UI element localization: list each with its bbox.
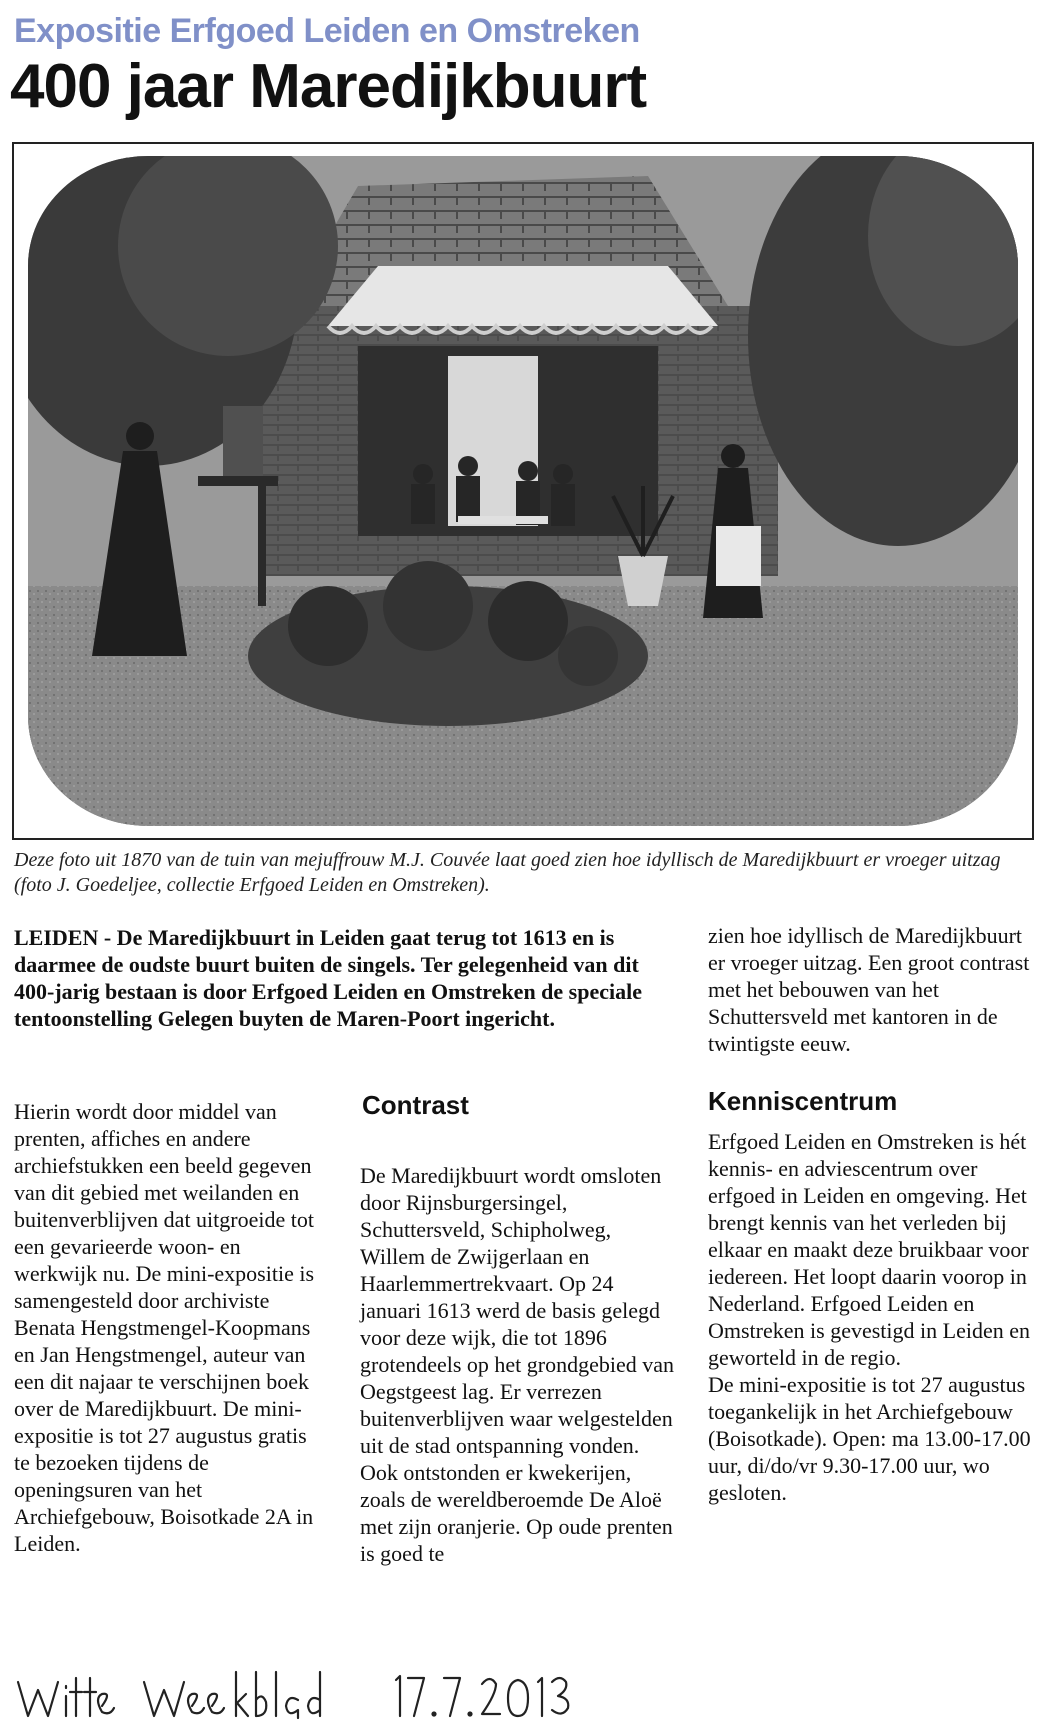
- column-1-text: Hierin wordt door middel van prenten, affiches en andere archiefstukken een beeld gegeven van dit gebied met weilanden en buitenverblijven dat uitgroeide tot een gevarieerde woon- en werkwijk nu. De mini-expositie is samengesteld door archiviste Benata Hengstmengel-Koopmans en Jan Hengstmengel, auteur van een dit najaar te verschijnen boek over de Maredijkbuurt. De mini-expositie is tot 27 augustus gratis te bezoeken tijdens de openingsuren van het Archiefgebouw, Boisotkade 2A in Leiden.: [14, 1099, 315, 1556]
- photo-caption: Deze foto uit 1870 van de tuin van mejuffrouw M.J. Couvée laat goed zien hoe idyllisch de Maredijkbuurt er vroeger uitzag (foto J. Goedeljee, collectie Erfgoed Leiden en Omstreken).: [14, 849, 1001, 896]
- column-2-text: De Maredijkbuurt wordt omsloten door Rijnsburgersingel, Schuttersveld, Schipholweg, Willem de Zwijgerlaan en Haarlemmertrekvaart. Op 24 januari 1613 werd de basis gelegd voor deze wijk, die tot 1896 grotendeels op het grondgebied van Oegstgeest lag. Er verrezen buitenverblijven waar welgestelden uit de stad ontspanning vonden. Ook ontstonden er kwekerijen, zoals de wereldberoemde De Aloë met zijn oranjerie. Op oude prenten is goed te: [360, 1163, 675, 1566]
- kicker: Expositie Erfgoed Leiden en Omstreken: [14, 12, 640, 50]
- handwritten-signature-icon: [14, 1660, 1034, 1730]
- column-2: [360, 1162, 680, 1567]
- vintage-garden-photo-icon: [28, 156, 1018, 826]
- heading-contrast: Contrast: [362, 1090, 469, 1120]
- column-1: [14, 1098, 319, 1557]
- headline: 400 jaar Maredijkbuurt: [10, 52, 647, 121]
- column-3-para1: Erfgoed Leiden en Omstreken is hét kennis- en adviescentrum over erfgoed in Leiden en omgeving. Het brengt kennis van het verleden bij elkaar en maakt deze bruikbaar voor iedereen. Het loopt daarin voorop in Nederland. Erfgoed Leiden en Omstreken is gevestigd in Leiden en geworteld in de regio.: [708, 1129, 1030, 1370]
- column-3: [708, 1128, 1038, 1506]
- heading-kenniscentrum: Kenniscentrum: [708, 1086, 898, 1116]
- column-3-top: [708, 922, 1038, 1057]
- lead-paragraph: LEIDEN - De Maredijkbuurt in Leiden gaat terug tot 1613 en is daarmee de oudste buurt buiten de singels. Ter gelegenheid van dit 400-jarig bestaan is door Erfgoed Leiden en Omstreken de speciale tentoonstelling Gelegen buyten de Maren-Poort ingericht.: [14, 925, 642, 1031]
- column-3-para2: De mini-expositie is tot 27 augustus toegankelijk in het Archiefgebouw (Boisotkade). Open: ma 13.00-17.00 uur, di/do/vr 9.30-17.00 uur, wo gesloten.: [708, 1372, 1031, 1505]
- photo-frame: [12, 142, 1034, 840]
- column-3-top-text: zien hoe idyllisch de Maredijkbuurt er vroeger uitzag. Een groot contrast met het bebouwen van het Schuttersveld met kantoren in de twintigste eeuw.: [708, 923, 1030, 1056]
